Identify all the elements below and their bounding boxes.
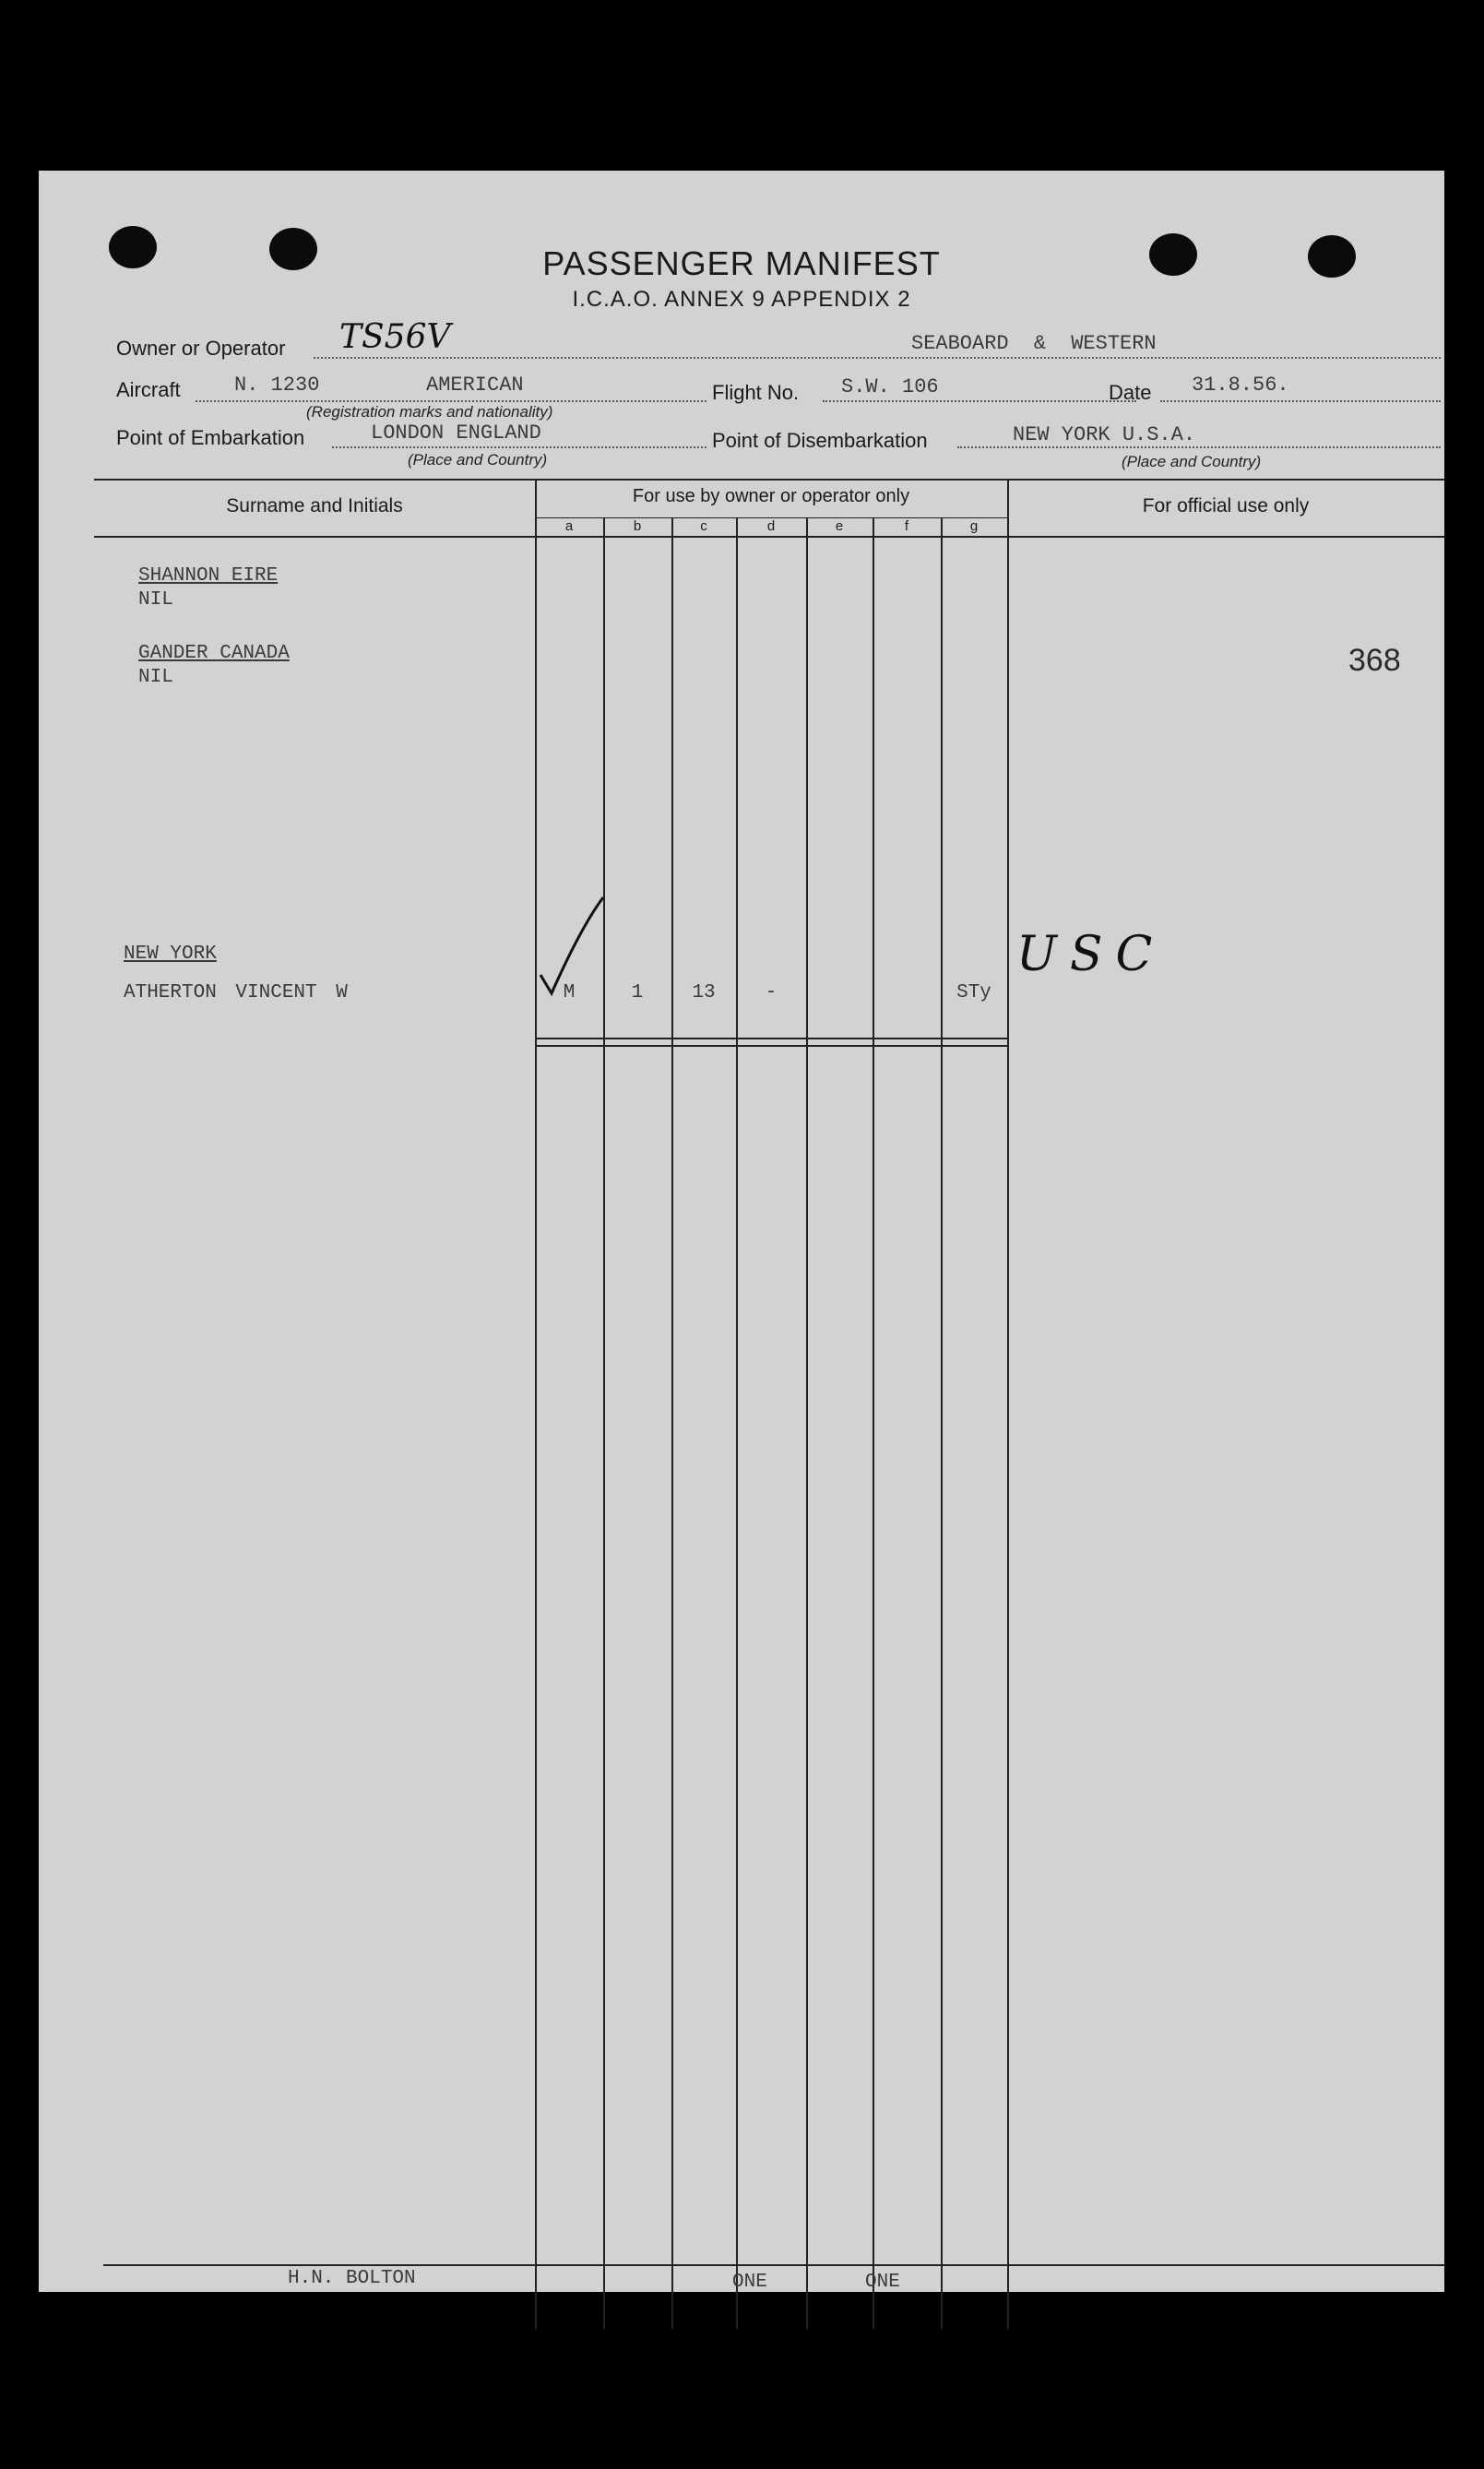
footer-rule [103,2264,1444,2266]
aircraft-nationality: AMERICAN [426,374,524,397]
aircraft-registration: N. 1230 [234,374,320,397]
disembark-note: (Place and Country) [1122,453,1262,470]
page-subtitle: I.C.A.O. ANNEX 9 APPENDIX 2 [572,287,911,312]
subcolumn-c: c [700,518,707,534]
page-title: PASSENGER MANIFEST [542,244,941,282]
table-header-rule [94,536,1444,538]
owner-handwriting: TS56V [339,318,451,356]
aircraft-note: (Registration marks and nationality) [306,403,553,421]
column-divider [806,517,808,2329]
subcolumn-b: b [633,518,642,534]
disembark-dotted-line [957,446,1441,448]
cell-a: M [563,982,576,1003]
disembark-value: NEW YORK U.S.A. [1013,423,1196,446]
column-divider [941,517,943,2329]
prepared-by-value: H.N. BOLTON [288,2268,416,2289]
embark-label: Point of Embarkation [116,426,305,449]
manifest-sheet [39,171,1444,2292]
owner-dotted-line [314,357,1441,359]
subcolumn-g: g [969,518,979,534]
passenger-name: ATHERTON VINCENT W [124,982,348,1003]
flight-value: S.W. 106 [841,375,939,398]
date-label: Date [1109,381,1152,404]
column-divider [535,479,537,2329]
column-divider [603,517,605,2329]
subcolumn-d: d [766,518,776,534]
disembark-label: Point of Disembarkation [712,429,928,452]
cell-g: STy [956,982,991,1003]
column-divider [736,517,738,2329]
date-value: 31.8.56. [1192,374,1289,397]
stamp-number: 368 [1348,643,1401,678]
owner-label: Owner or Operator [116,337,286,360]
stop-gander: GANDER CANADA [138,643,290,664]
embark-note: (Place and Country) [408,451,548,469]
table-top-rule [94,479,1444,481]
stop-shannon-value: NIL [138,589,173,611]
cell-c: 13 [692,982,716,1003]
embark-dotted-line [332,446,706,448]
subcolumn-f: f [904,518,909,534]
official-handwriting: USC [1016,927,1166,982]
column-divider [873,517,874,2329]
date-dotted-line [1160,400,1441,402]
page-total-value: ONE [865,2272,900,2293]
owner-use-column-header: For use by owner or operator only [632,486,910,506]
entry-end-rule [535,1038,1009,1039]
subcolumn-a: a [564,518,574,534]
embark-value: LONDON ENGLAND [371,421,541,445]
surname-column-header: Surname and Initials [226,495,403,516]
column-divider [671,517,673,2329]
owner-value: SEABOARD & WESTERN [911,332,1157,355]
cell-b: 1 [631,982,644,1003]
column-divider [1007,479,1009,2329]
official-use-column-header: For official use only [1142,495,1310,516]
stop-gander-value: NIL [138,667,173,688]
aircraft-dotted-line [196,400,706,402]
cell-d: - [765,982,778,1003]
page-number-value: ONE [732,2272,767,2293]
entry-end-rule [535,1045,1009,1047]
subcolumn-e: e [835,518,844,534]
flight-dotted-line [823,400,1136,402]
stop-new-york: NEW YORK [124,944,217,965]
flight-label: Flight No. [712,381,800,404]
aircraft-label: Aircraft [116,378,181,401]
stop-shannon: SHANNON EIRE [138,565,279,587]
